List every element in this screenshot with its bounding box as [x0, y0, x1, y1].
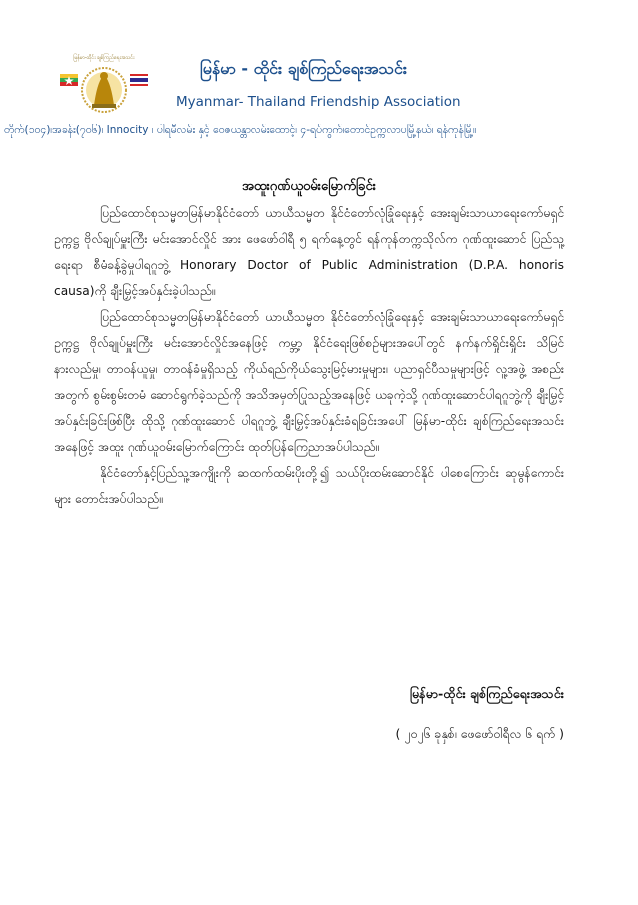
golden-emblem-icon — [82, 68, 126, 112]
thailand-flag-icon — [130, 74, 148, 86]
address-line: တိုက်(၁၀၄)၊အခန်း(၇၀၆)၊ Innocity ၊ ပါရမီလမ်း နှင့် ဝေဇယန္တာလမ်းထောင့်၊ ၄-ရပ်ကွက်၊တောင်ဥက္ကလာပမြို့နယ်၊ ရန်ကုန်မြို့။ — [4, 124, 477, 136]
organization-name-myanmar: မြန်မာ - ထိုင်း ချစ်ကြည်ရေးအသင်း — [200, 59, 407, 78]
paragraph-2: ပြည်ထောင်စုသမ္မတမြန်မာနိုင်ငံတော် ယာယီသမ္မတ နိုင်ငံတော်လုံခြုံရေးနှင့် အေးချမ်းသာယာရေးကော်မရှင် ဥက္ကဋ္ဌ ဗိုလ်ချုပ်မှူးကြီး မင်းအောင်လှိုင်အနေဖြင့် ကမ္ဘာ့ နိုင်ငံရေးဖြစ်စဉ်များအပေါ်တွင် နက်နက်ရှိုင်းရှိုင်း သိမြင်နားလည်မှု၊ တာဝန်ယူမှု၊ တာဝန်ခံမှုရှိသည့် ကိုယ်ရည်ကိုယ်သွေးမြင့်မားမှုများ၊ ပညာရှင်ပီသမှုများဖြင့် လူ့အဖွဲ့ အစည်းအတွက် စွမ်းစွမ်းတမံ ဆောင်ရွက်ခဲ့သည်ကို အသိအမှတ်ပြုသည့်အနေဖြင့် ယခုကဲ့သို့ ဂုဏ်ထူးဆောင်ပါရဂူဘွဲ့ကို ချီးမြှင့်အပ်နှင်းခြင်းဖြစ်ပြီး ထိုသို့ ဂုဏ်ထူးဆောင် ပါရဂူဘွဲ့ ချီးမြှင့်အပ်နှင်းခံရခြင်းအပေါ် မြန်မာ-ထိုင်း ချစ်ကြည်ရေးအသင်းအနေဖြင့် အထူး ဂုဏ်ယူဝမ်းမြောက်ကြောင်း ထုတ်ပြန်ကြေညာအပ်ပါသည်။ — [54, 310, 564, 454]
statement-title: အထူးဂုဏ်ယူဝမ်းမြောက်ခြင်း — [242, 179, 376, 194]
association-logo — [58, 50, 150, 126]
statement-body — [54, 174, 564, 512]
logo-caption: မြန်မာ-ထိုင်း ချစ်ကြည်ရေးအသင်း — [73, 55, 135, 61]
signature-organization: မြန်မာ-ထိုင်း ချစ်ကြည်ရေးအသင်း — [409, 686, 564, 701]
organization-name-english: Myanmar- Thailand Friendship Association — [176, 94, 461, 110]
paragraph-1: ပြည်ထောင်စုသမ္မတမြန်မာနိုင်ငံတော် ယာယီသမ္မတ နိုင်ငံတော်လုံခြုံရေးနှင့် အေးချမ်းသာယာရေးကော်မရှင် ဥက္ကဋ္ဌ ဗိုလ်ချုပ်မှူးကြီး မင်းအောင်လှိုင် အား ဖေဖော်ဝါရီ ၅ ရက်နေ့တွင် ရန်ကုန်တက္ကသိုလ်က ဂုဏ်ထူးဆောင် ပြည်သူ့ရေးရာ စီမံခန့်ခွဲမှုပါရဂူဘွဲ့ Honorary Doctor of Public Administration (D.P.A. honoris causa)ကို ချီးမြှင့်အပ်နှင်းခဲ့ပါသည်။ — [54, 206, 564, 298]
signature-date: ( ၂၀၂၆ ခုနှစ်၊ ဖေဖော်ဝါရီလ ၆ ရက် ) — [395, 726, 564, 741]
paragraph-3: နိုင်ငံတော်နှင့်ပြည်သူ့အကျိုးကို ဆထက်ထမ်းပိုးတို့၍ သယ်ပိုးထမ်းဆောင်နိုင် ပါစေကြောင်း ဆုမွန်ကောင်းများ တောင်းအပ်ပါသည်။ — [54, 466, 564, 506]
myanmar-flag-icon — [60, 74, 78, 86]
